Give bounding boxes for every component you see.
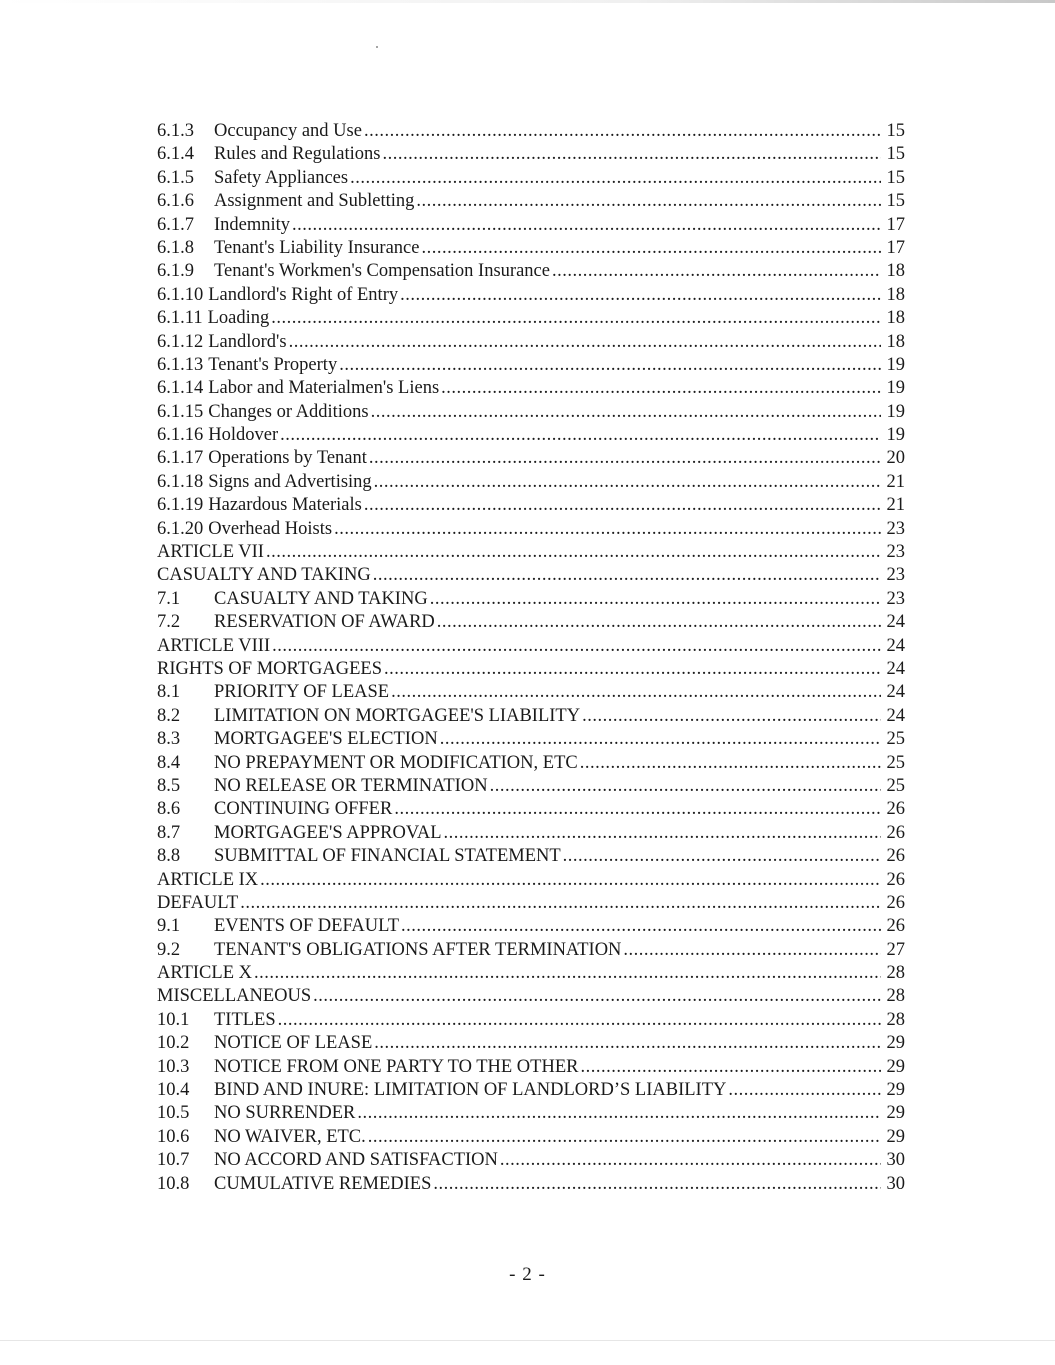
toc-entry-title: ARTICLE VII	[157, 542, 264, 563]
toc-dot-leader	[500, 1149, 881, 1172]
toc-dot-leader	[441, 377, 881, 400]
toc-entry-page: 24	[886, 612, 905, 633]
toc-entry	[157, 985, 905, 1008]
toc-entry-title: NOTICE OF LEASE	[214, 1033, 373, 1054]
toc-entry-title: Operations by Tenant	[208, 448, 367, 469]
toc-entry	[157, 798, 905, 821]
toc-entry	[157, 1032, 905, 1055]
toc-entry-page: 24	[886, 658, 905, 679]
toc-entry-number: 6.1.17	[157, 448, 204, 469]
toc-entry-number: 6.1.5	[157, 167, 194, 188]
toc-entry-number: 7.1	[157, 588, 181, 609]
toc-entry-title: NO PREPAYMENT OR MODIFICATION, ETC	[214, 752, 578, 773]
toc-entry	[157, 658, 905, 681]
toc-entry-number: 8.7	[157, 822, 181, 843]
toc-entry	[157, 120, 905, 143]
toc-entry	[157, 752, 905, 775]
toc-entry-page: 17	[886, 214, 905, 235]
toc-entry-title: CUMULATIVE REMEDIES	[214, 1173, 432, 1194]
toc-entry-number: 10.4	[157, 1080, 190, 1101]
toc-dot-leader	[391, 681, 881, 704]
toc-dot-leader	[371, 401, 881, 424]
toc-entry-page: 26	[886, 892, 905, 913]
page-bottom-edge	[0, 1340, 1055, 1341]
toc-dot-leader	[563, 845, 881, 868]
toc-entry	[157, 845, 905, 868]
toc-entry-page: 23	[886, 565, 905, 586]
toc-entry-title: EVENTS OF DEFAULT	[214, 916, 400, 937]
toc-dot-leader	[623, 939, 881, 962]
toc-entry-number: 6.1.12	[157, 331, 204, 352]
toc-entry-page: 19	[886, 354, 905, 375]
toc-entry-page: 26	[886, 822, 905, 843]
toc-entry-page: 18	[886, 284, 905, 305]
toc-entry-number: 8.4	[157, 752, 181, 773]
toc-dot-leader	[440, 728, 881, 751]
toc-entry-number: 6.1.20	[157, 518, 204, 539]
toc-dot-leader	[280, 424, 881, 447]
toc-dot-leader	[384, 658, 881, 681]
toc-entry	[157, 447, 905, 470]
toc-entry-number: 8.2	[157, 705, 181, 726]
toc-entry-title: TITLES	[214, 1009, 276, 1030]
toc-entry-page: 29	[886, 1033, 905, 1054]
toc-entry	[157, 869, 905, 892]
toc-entry-title: MORTGAGEE'S APPROVAL	[214, 822, 442, 843]
toc-entry-number: 6.1.19	[157, 495, 204, 516]
toc-entry	[157, 635, 905, 658]
toc-entry-number: 6.1.3	[157, 121, 194, 141]
toc-dot-leader	[580, 752, 881, 775]
toc-entry-title: Landlord's Right of Entry	[208, 284, 399, 305]
toc-dot-leader	[582, 705, 881, 728]
toc-entry-number: 10.8	[157, 1173, 190, 1194]
toc-entry	[157, 588, 905, 611]
toc-entry-title: LIMITATION ON MORTGAGEE'S LIABILITY	[214, 705, 581, 726]
toc-entry-title: CASUALTY AND TAKING	[157, 565, 371, 586]
toc-entry-number: 10.6	[157, 1126, 190, 1147]
toc-entry-page: 26	[886, 799, 905, 820]
table-of-contents	[157, 120, 905, 1196]
toc-dot-leader	[334, 518, 881, 541]
toc-entry	[157, 681, 905, 704]
toc-dot-leader	[350, 167, 881, 190]
toc-entry-page: 19	[886, 401, 905, 422]
toc-entry-page: 26	[886, 916, 905, 937]
toc-entry-number: 10.1	[157, 1009, 190, 1030]
toc-entry-title: CONTINUING OFFER	[214, 799, 393, 820]
toc-entry	[157, 822, 905, 845]
toc-entry	[157, 377, 905, 400]
toc-entry	[157, 1126, 905, 1149]
toc-entry	[157, 564, 905, 587]
toc-entry-title: NOTICE FROM ONE PARTY TO THE OTHER	[214, 1056, 579, 1077]
toc-entry-number: 6.1.14	[157, 378, 204, 399]
toc-entry	[157, 915, 905, 938]
toc-entry-number: 10.7	[157, 1150, 190, 1171]
toc-entry-title: Holdover	[208, 425, 279, 446]
toc-entry-title: Occupancy and Use	[214, 121, 362, 141]
toc-entry-page: 18	[886, 261, 905, 282]
toc-entry	[157, 939, 905, 962]
toc-entry-number: 10.2	[157, 1033, 190, 1054]
toc-entry-number: 8.3	[157, 729, 181, 750]
toc-entry-title: Changes or Additions	[208, 401, 369, 422]
toc-dot-leader	[728, 1079, 881, 1102]
toc-entry-title: Tenant's Workmen's Compensation Insurance	[214, 261, 550, 282]
toc-entry-number: 10.5	[157, 1103, 190, 1124]
toc-entry-title: Loading	[207, 308, 270, 329]
toc-dot-leader	[437, 611, 881, 634]
toc-entry	[157, 190, 905, 213]
toc-entry	[157, 214, 905, 237]
toc-entry-number: 8.6	[157, 799, 181, 820]
toc-dot-leader	[490, 775, 881, 798]
toc-entry	[157, 354, 905, 377]
toc-entry-page: 15	[886, 144, 905, 165]
toc-entry-number: 10.3	[157, 1056, 190, 1077]
toc-dot-leader	[289, 331, 881, 354]
toc-dot-leader	[374, 1032, 881, 1055]
toc-dot-leader	[401, 915, 881, 938]
toc-entry-title: RIGHTS OF MORTGAGEES	[157, 658, 383, 679]
toc-entry	[157, 892, 905, 915]
toc-entry	[157, 401, 905, 424]
toc-entry-number: 6.1.11	[157, 308, 203, 329]
toc-dot-leader	[272, 635, 881, 658]
toc-dot-leader	[357, 1102, 881, 1125]
toc-entry-number: 8.8	[157, 846, 181, 867]
toc-entry-page: 15	[886, 121, 905, 141]
toc-entry-title: Safety Appliances	[214, 167, 349, 188]
toc-entry	[157, 494, 905, 517]
toc-entry-title: RESERVATION OF AWARD	[214, 612, 435, 633]
toc-dot-leader	[313, 985, 881, 1008]
toc-entry	[157, 167, 905, 190]
toc-entry-title: Indemnity	[214, 214, 291, 235]
toc-entry-number: 6.1.16	[157, 425, 204, 446]
toc-entry	[157, 518, 905, 541]
toc-dot-leader	[416, 190, 881, 213]
toc-entry	[157, 307, 905, 330]
toc-dot-leader	[433, 1173, 881, 1196]
toc-entry	[157, 237, 905, 260]
toc-entry	[157, 260, 905, 283]
toc-entry	[157, 611, 905, 634]
toc-entry-number: 8.1	[157, 682, 181, 703]
toc-dot-leader	[278, 1009, 881, 1032]
toc-entry-page: 21	[886, 471, 905, 492]
toc-entry-page: 25	[886, 752, 905, 773]
toc-entry-number: 6.1.9	[157, 261, 194, 282]
toc-entry-page: 23	[886, 542, 905, 563]
toc-entry-title: NO WAIVER, ETC.	[214, 1126, 366, 1147]
toc-entry-title: BIND AND INURE: LIMITATION OF LANDLORD’S LIABILITY	[214, 1080, 727, 1101]
toc-entry-page: 29	[886, 1126, 905, 1147]
toc-entry-title: Rules and Regulations	[214, 144, 381, 165]
toc-entry-page: 25	[886, 775, 905, 796]
toc-entry	[157, 424, 905, 447]
toc-entry	[157, 1056, 905, 1079]
toc-entry	[157, 471, 905, 494]
toc-dot-leader	[580, 1056, 881, 1079]
toc-entry-page: 29	[886, 1103, 905, 1124]
toc-entry-title: NO ACCORD AND SATISFACTION	[214, 1150, 498, 1171]
toc-entry-page: 18	[886, 308, 905, 329]
toc-entry-title: ARTICLE X	[157, 963, 252, 984]
toc-dot-leader	[254, 962, 881, 985]
toc-dot-leader	[292, 214, 881, 237]
toc-entry-page: 23	[886, 588, 905, 609]
toc-entry-number: 6.1.7	[157, 214, 194, 235]
toc-dot-leader	[374, 471, 881, 494]
toc-entry-title: Tenant's Liability Insurance	[214, 237, 420, 258]
toc-entry-page: 17	[886, 237, 905, 258]
toc-entry-page: 19	[886, 378, 905, 399]
toc-entry-title: PRIORITY OF LEASE	[214, 682, 390, 703]
toc-dot-leader	[240, 892, 881, 915]
toc-entry-title: CASUALTY AND TAKING	[214, 588, 428, 609]
toc-entry-number: 6.1.15	[157, 401, 204, 422]
toc-entry	[157, 143, 905, 166]
toc-entry-page: 19	[886, 425, 905, 446]
toc-dot-leader	[552, 260, 881, 283]
toc-entry-title: Hazardous Materials	[208, 495, 362, 516]
toc-entry-title: NO SURRENDER	[214, 1103, 356, 1124]
toc-entry-page: 29	[886, 1080, 905, 1101]
toc-dot-leader	[400, 284, 881, 307]
toc-entry-page: 26	[886, 869, 905, 890]
toc-entry-title: DEFAULT	[157, 892, 239, 913]
toc-entry-number: 8.5	[157, 775, 181, 796]
scan-speck	[376, 46, 378, 48]
toc-entry-page: 25	[886, 729, 905, 750]
toc-entry-number: 9.1	[157, 916, 181, 937]
toc-entry-title: SUBMITTAL OF FINANCIAL STATEMENT	[214, 846, 561, 867]
toc-dot-leader	[364, 120, 881, 143]
toc-entry-number: 6.1.13	[157, 354, 204, 375]
toc-entry-title: ARTICLE VIII	[157, 635, 271, 656]
toc-entry	[157, 1173, 905, 1196]
toc-dot-leader	[421, 237, 881, 260]
toc-entry-title: NO RELEASE OR TERMINATION	[214, 775, 488, 796]
toc-dot-leader	[339, 354, 881, 377]
toc-entry-title: MORTGAGEE'S ELECTION	[214, 729, 438, 750]
toc-entry-page: 24	[886, 682, 905, 703]
toc-dot-leader	[368, 1126, 881, 1149]
toc-entry-number: 7.2	[157, 612, 181, 633]
toc-entry-page: 30	[886, 1150, 905, 1171]
toc-dot-leader	[260, 869, 881, 892]
toc-entry	[157, 962, 905, 985]
toc-entry-number: 6.1.8	[157, 237, 194, 258]
toc-dot-leader	[364, 494, 881, 517]
page-number: - 2 -	[509, 1264, 546, 1285]
toc-dot-leader	[382, 143, 881, 166]
toc-entry-title: Labor and Materialmen's Liens	[208, 378, 440, 399]
toc-dot-leader	[444, 822, 881, 845]
toc-entry-page: 28	[886, 963, 905, 984]
toc-dot-leader	[271, 307, 881, 330]
toc-dot-leader	[430, 588, 881, 611]
page-top-edge	[0, 0, 1055, 3]
toc-entry	[157, 1149, 905, 1172]
toc-entry	[157, 331, 905, 354]
toc-entry-number: 6.1.4	[157, 144, 194, 165]
toc-entry	[157, 1079, 905, 1102]
toc-entry	[157, 1009, 905, 1032]
toc-entry-page: 24	[886, 635, 905, 656]
toc-entry	[157, 705, 905, 728]
toc-dot-leader	[266, 541, 881, 564]
toc-dot-leader	[369, 447, 881, 470]
toc-entry-page: 20	[886, 448, 905, 469]
toc-entry-number: 9.2	[157, 939, 181, 960]
toc-dot-leader	[394, 798, 881, 821]
toc-entry-page: 23	[886, 518, 905, 539]
toc-entry-page: 30	[886, 1173, 905, 1194]
toc-entry-title: Landlord's	[208, 331, 287, 352]
toc-entry	[157, 1102, 905, 1125]
toc-entry-title: Signs and Advertising	[208, 471, 372, 492]
toc-entry-page: 27	[886, 939, 905, 960]
toc-entry-title: MISCELLANEOUS	[157, 986, 312, 1007]
toc-entry	[157, 284, 905, 307]
toc-entry	[157, 775, 905, 798]
toc-entry-number: 6.1.10	[157, 284, 204, 305]
toc-entry-page: 15	[886, 167, 905, 188]
toc-entry-page: 28	[886, 1009, 905, 1030]
toc-entry-page: 21	[886, 495, 905, 516]
toc-entry-number: 6.1.18	[157, 471, 204, 492]
toc-entry-page: 28	[886, 986, 905, 1007]
toc-entry-page: 24	[886, 705, 905, 726]
toc-entry-title: Assignment and Subletting	[214, 191, 415, 212]
toc-entry-page: 26	[886, 846, 905, 867]
toc-entry-page: 18	[886, 331, 905, 352]
toc-entry-title: ARTICLE IX	[157, 869, 259, 890]
toc-entry-page: 15	[886, 191, 905, 212]
toc-entry	[157, 541, 905, 564]
toc-entry-title: Overhead Hoists	[208, 518, 333, 539]
toc-entry-number: 6.1.6	[157, 191, 194, 212]
toc-entry-title: Tenant's Property	[208, 354, 338, 375]
toc-entry-page: 29	[886, 1056, 905, 1077]
toc-dot-leader	[373, 564, 881, 587]
toc-entry	[157, 728, 905, 751]
toc-entry-title: TENANT'S OBLIGATIONS AFTER TERMINATION	[214, 939, 622, 960]
